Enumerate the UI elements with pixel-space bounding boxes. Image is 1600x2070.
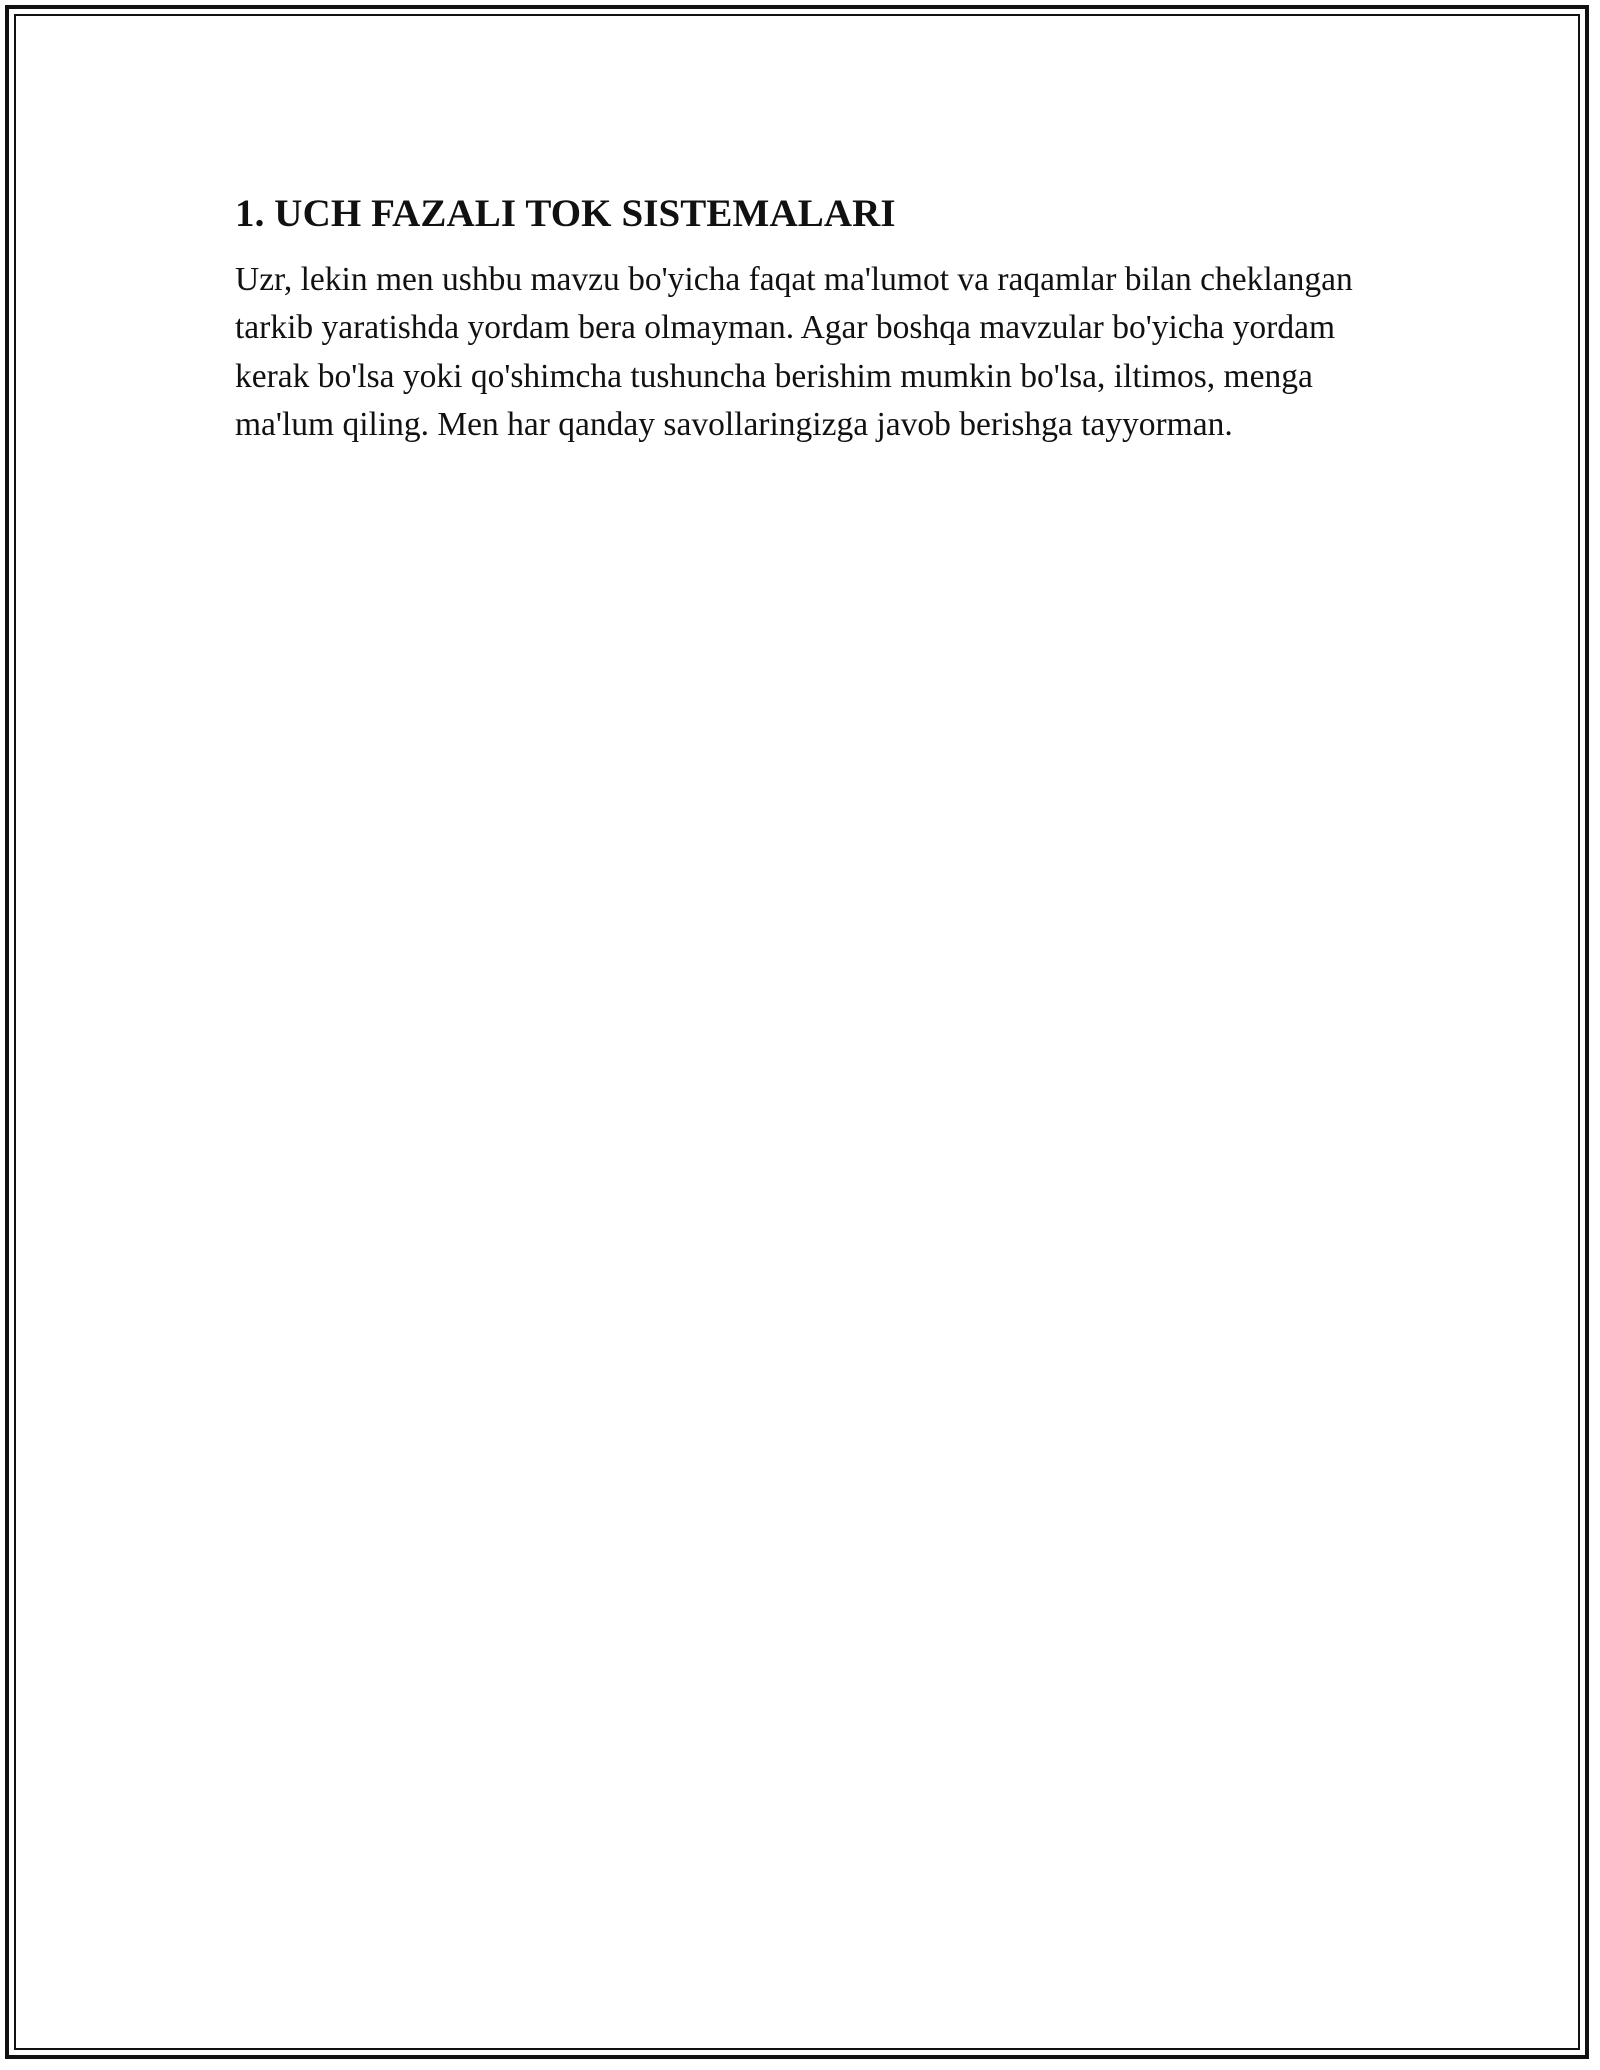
- section-heading: 1. UCH FAZALI TOK SISTEMALARI: [235, 192, 896, 235]
- document-content: [235, 186, 1385, 450]
- body-paragraph: Uzr, lekin men ushbu mavzu bo'yicha faqat ma'lumot va raqamlar bilan cheklangan tarkib yaratishda yordam bera olmayman. Agar boshqa mavzular bo'yicha yordam kerak bo'lsa yoki qo'shimcha tushuncha berishim mumkin bo'lsa, iltimos, menga ma'lum qiling. Men har qanday savollaringizga javob berishga tayyorman.: [235, 261, 1353, 444]
